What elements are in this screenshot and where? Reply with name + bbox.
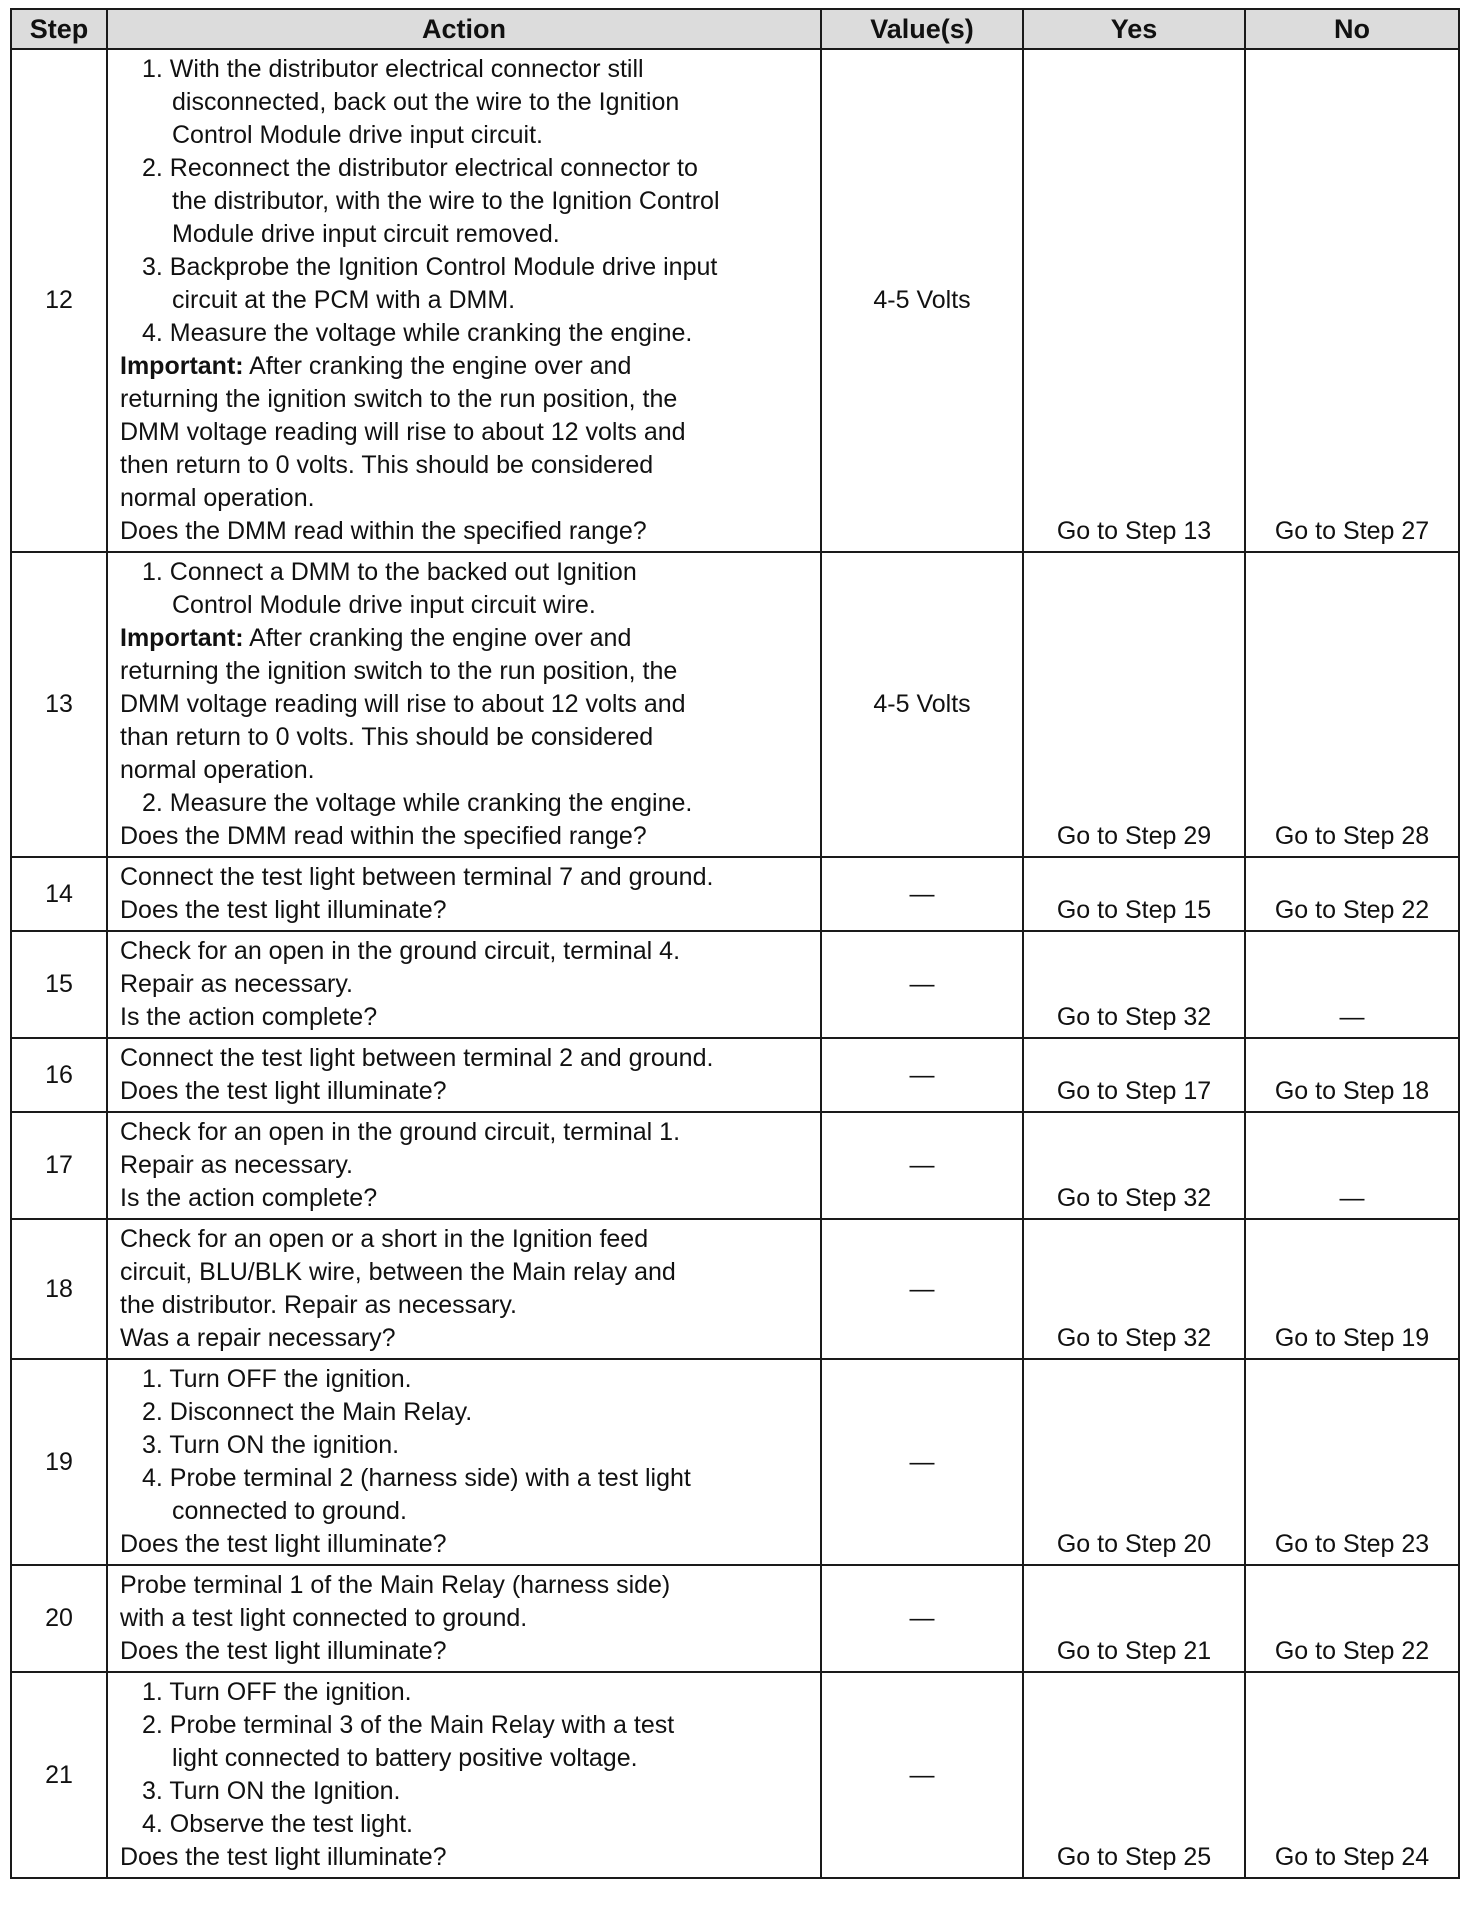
value-cell: —	[821, 1038, 1023, 1112]
step-number: 16	[11, 1038, 107, 1112]
yes-cell: Go to Step 32	[1023, 931, 1245, 1038]
table-body	[11, 49, 1459, 1878]
action-text-line: DMM voltage reading will rise to about 12 volts and	[120, 418, 686, 446]
diagnostic-table	[10, 8, 1460, 1879]
action-text-line: 3. Turn ON the ignition.	[142, 1431, 400, 1459]
value-cell: —	[821, 857, 1023, 931]
value-cell: —	[821, 1219, 1023, 1359]
action-cell	[107, 1038, 821, 1112]
action-text-line: Does the test light illuminate?	[120, 1077, 447, 1105]
action-cell	[107, 1565, 821, 1672]
action-text-line: returning the ignition switch to the run position, the	[120, 657, 678, 685]
action-text-line: 2. Measure the voltage while cranking the engine.	[142, 789, 693, 817]
action-cell	[107, 1359, 821, 1565]
value-cell: —	[821, 931, 1023, 1038]
action-text-line: Repair as necessary.	[120, 970, 353, 998]
no-cell: —	[1245, 1112, 1459, 1219]
important-label: Important:	[120, 352, 244, 380]
action-text-line: Is the action complete?	[120, 1003, 378, 1031]
no-cell: Go to Step 22	[1245, 1565, 1459, 1672]
action-text-line: Repair as necessary.	[120, 1151, 353, 1179]
important-text: After cranking the engine over and	[243, 624, 632, 652]
yes-cell: Go to Step 32	[1023, 1112, 1245, 1219]
value-cell: 4-5 Volts	[821, 552, 1023, 857]
yes-cell: Go to Step 25	[1023, 1672, 1245, 1878]
table-row	[11, 1672, 1459, 1878]
action-text-line: Does the test light illuminate?	[120, 1637, 447, 1665]
table-row	[11, 1112, 1459, 1219]
action-text-line: the distributor, with the wire to the Ignition Control	[172, 187, 720, 215]
action-cell	[107, 49, 821, 552]
action-cell	[107, 552, 821, 857]
action-cell	[107, 1219, 821, 1359]
table-row	[11, 1359, 1459, 1565]
value-cell: 4-5 Volts	[821, 49, 1023, 552]
action-text-line: 4. Measure the voltage while cranking the engine.	[142, 319, 693, 347]
action-text-line: Does the test light illuminate?	[120, 896, 447, 924]
no-cell: Go to Step 24	[1245, 1672, 1459, 1878]
action-text-line: Does the DMM read within the specified range?	[120, 822, 647, 850]
action-cell	[107, 1672, 821, 1878]
value-cell: —	[821, 1359, 1023, 1565]
important-note-line	[120, 350, 814, 383]
action-text-line: Connect the test light between terminal 2 and ground.	[120, 1044, 714, 1072]
diagnostic-table-sheet	[10, 8, 1458, 1879]
action-text-line: normal operation.	[120, 756, 315, 784]
action-text-line: Check for an open in the ground circuit, terminal 1.	[120, 1118, 681, 1146]
yes-cell: Go to Step 13	[1023, 49, 1245, 552]
action-text-line: 4. Observe the test light.	[142, 1810, 413, 1838]
action-text-line: than return to 0 volts. This should be considered	[120, 723, 654, 751]
action-text-line: 2. Disconnect the Main Relay.	[142, 1398, 473, 1426]
action-text-line: 1. Turn OFF the ignition.	[142, 1678, 412, 1706]
action-text-line: with a test light connected to ground.	[120, 1604, 528, 1632]
value-cell: —	[821, 1565, 1023, 1672]
no-cell: Go to Step 19	[1245, 1219, 1459, 1359]
step-number: 17	[11, 1112, 107, 1219]
action-text-line: the distributor. Repair as necessary.	[120, 1291, 517, 1319]
value-cell: —	[821, 1672, 1023, 1878]
step-number: 12	[11, 49, 107, 552]
no-cell: Go to Step 23	[1245, 1359, 1459, 1565]
action-text-line: Was a repair necessary?	[120, 1324, 396, 1352]
table-row	[11, 857, 1459, 931]
step-number: 19	[11, 1359, 107, 1565]
action-text-line: Does the DMM read within the specified range?	[120, 517, 647, 545]
action-text-line: connected to ground.	[172, 1497, 407, 1525]
action-text-line: 2. Reconnect the distributor electrical connector to	[142, 154, 698, 182]
header-values: Value(s)	[821, 9, 1023, 49]
action-text-line: Check for an open in the ground circuit, terminal 4.	[120, 937, 681, 965]
action-text-line: 3. Turn ON the Ignition.	[142, 1777, 401, 1805]
action-text-line: 1. Turn OFF the ignition.	[142, 1365, 412, 1393]
step-number: 18	[11, 1219, 107, 1359]
step-number: 15	[11, 931, 107, 1038]
header-no: No	[1245, 9, 1459, 49]
action-cell	[107, 1112, 821, 1219]
header-yes: Yes	[1023, 9, 1245, 49]
table-row	[11, 49, 1459, 552]
step-number: 21	[11, 1672, 107, 1878]
yes-cell: Go to Step 15	[1023, 857, 1245, 931]
important-label: Important:	[120, 624, 244, 652]
yes-cell: Go to Step 29	[1023, 552, 1245, 857]
no-cell: Go to Step 22	[1245, 857, 1459, 931]
step-number: 20	[11, 1565, 107, 1672]
no-cell: Go to Step 27	[1245, 49, 1459, 552]
yes-cell: Go to Step 21	[1023, 1565, 1245, 1672]
action-text-line: Control Module drive input circuit.	[172, 121, 543, 149]
action-text-line: 3. Backprobe the Ignition Control Module drive input	[142, 253, 718, 281]
action-text-line: circuit, BLU/BLK wire, between the Main relay and	[120, 1258, 676, 1286]
yes-cell: Go to Step 17	[1023, 1038, 1245, 1112]
action-text-line: 2. Probe terminal 3 of the Main Relay with a test	[142, 1711, 675, 1739]
action-text-line: normal operation.	[120, 484, 315, 512]
action-cell	[107, 931, 821, 1038]
yes-cell: Go to Step 20	[1023, 1359, 1245, 1565]
action-text-line: disconnected, back out the wire to the Ignition	[172, 88, 680, 116]
header-action: Action	[107, 9, 821, 49]
important-text: After cranking the engine over and	[243, 352, 632, 380]
table-row	[11, 1038, 1459, 1112]
important-note-line	[120, 622, 814, 655]
action-text-line: Module drive input circuit removed.	[172, 220, 560, 248]
step-number: 13	[11, 552, 107, 857]
action-text-line: 1. With the distributor electrical connector still	[142, 55, 644, 83]
value-cell: —	[821, 1112, 1023, 1219]
action-text-line: returning the ignition switch to the run position, the	[120, 385, 678, 413]
header-step: Step	[11, 9, 107, 49]
action-text-line: 1. Connect a DMM to the backed out Ignition	[142, 558, 637, 586]
action-text-line: Control Module drive input circuit wire.	[172, 591, 596, 619]
action-text-line: 4. Probe terminal 2 (harness side) with a test light	[142, 1464, 691, 1492]
action-text-line: DMM voltage reading will rise to about 12 volts and	[120, 690, 686, 718]
action-text-line: circuit at the PCM with a DMM.	[172, 286, 516, 314]
action-text-line: Check for an open or a short in the Ignition feed	[120, 1225, 649, 1253]
action-text-line: Probe terminal 1 of the Main Relay (harness side)	[120, 1571, 671, 1599]
table-row	[11, 1565, 1459, 1672]
no-cell: —	[1245, 931, 1459, 1038]
table-row	[11, 1219, 1459, 1359]
action-text-line: Connect the test light between terminal 7 and ground.	[120, 863, 714, 891]
table-header-row	[11, 9, 1459, 49]
action-text-line: then return to 0 volts. This should be considered	[120, 451, 654, 479]
yes-cell: Go to Step 32	[1023, 1219, 1245, 1359]
action-text-line: Is the action complete?	[120, 1184, 378, 1212]
table-row	[11, 552, 1459, 857]
step-number: 14	[11, 857, 107, 931]
table-row	[11, 931, 1459, 1038]
action-cell	[107, 857, 821, 931]
action-text-line: Does the test light illuminate?	[120, 1530, 447, 1558]
action-text-line: Does the test light illuminate?	[120, 1843, 447, 1871]
no-cell: Go to Step 18	[1245, 1038, 1459, 1112]
action-text-line: light connected to battery positive voltage.	[172, 1744, 638, 1772]
no-cell: Go to Step 28	[1245, 552, 1459, 857]
